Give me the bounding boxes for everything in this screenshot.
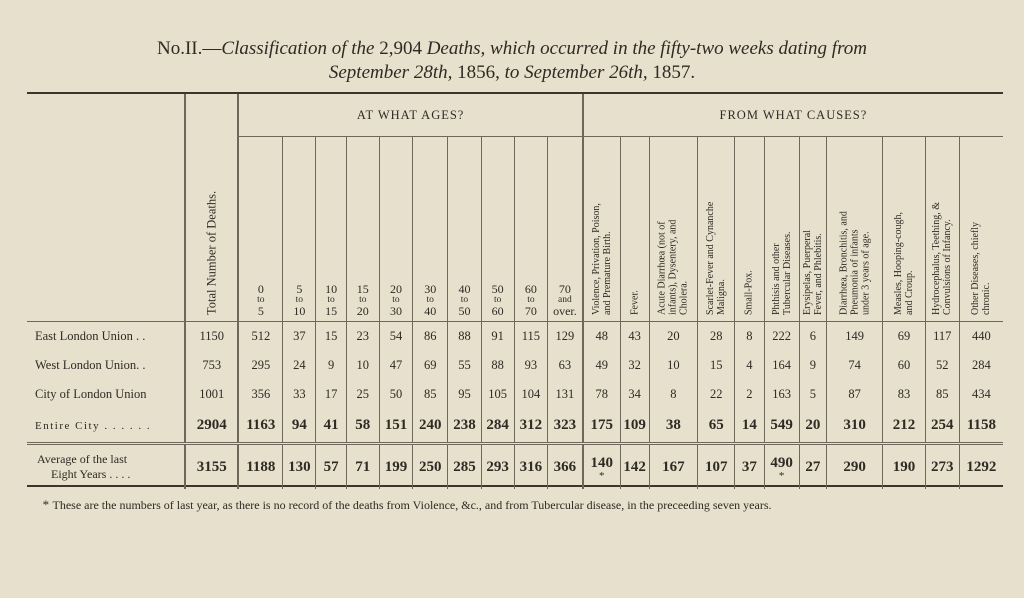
cause-cell: 549 [764, 409, 799, 444]
age-column-header [413, 137, 448, 322]
age-column-header [448, 137, 481, 322]
cause-cell: 440 [959, 322, 1003, 352]
age-header-top: 70 [558, 282, 571, 296]
cause-cell: 78 [583, 380, 620, 409]
cause-value: 290 [843, 458, 866, 475]
cause-header-label [838, 211, 871, 315]
cause-cell: 20 [649, 322, 697, 352]
age-cell: 24 [283, 351, 316, 380]
age-header-mid: to [460, 295, 469, 305]
cause-cell: 434 [959, 380, 1003, 409]
age-column-header [316, 137, 346, 322]
deaths-table [27, 92, 1003, 487]
cause-cell: 164 [764, 351, 799, 380]
cause-cell: 60 [883, 351, 925, 380]
age-cell: 86 [413, 322, 448, 352]
cause-value: 107 [704, 458, 728, 475]
total-header-label: Total Number of Deaths. [204, 190, 219, 315]
age-header-bot: 30 [390, 304, 402, 318]
age-cell: 50 [379, 380, 412, 409]
age-cell: 55 [448, 351, 481, 380]
cause-cell [620, 444, 649, 490]
footnote-star: * [778, 469, 785, 482]
age-header-mid: and [558, 295, 572, 305]
cause-header-line: Phthisis and other [770, 243, 782, 315]
cause-cell: 5 [799, 380, 826, 409]
age-cell: 85 [413, 380, 448, 409]
age-cell: 285 [448, 444, 481, 490]
age-cell: 58 [346, 409, 379, 444]
age-cell: 91 [481, 322, 514, 352]
age-header-top: 10 [325, 282, 338, 296]
cause-cell [735, 444, 764, 490]
cause-cell: 34 [620, 380, 649, 409]
cause-column-header [925, 137, 959, 322]
age-cell: 115 [514, 322, 547, 352]
cause-column-header [735, 137, 764, 322]
age-cell: 312 [514, 409, 547, 444]
cause-cell: 32 [620, 351, 649, 380]
cause-cell: 149 [826, 322, 882, 352]
title-part: September 28th, [328, 62, 453, 83]
table-row [27, 380, 1003, 409]
cause-header-line: Cholera. [678, 280, 690, 315]
age-header-mid: to [295, 295, 304, 305]
cause-header-line: Fever, and Phlebitis. [812, 233, 824, 315]
age-cell: 240 [413, 409, 448, 444]
cause-value: 273 [930, 458, 954, 475]
age-cell: 105 [481, 380, 514, 409]
cause-cell: 1158 [959, 409, 1003, 444]
cause-cell: 15 [698, 351, 735, 380]
age-header-top: 0 [257, 282, 264, 296]
cause-header-label [771, 231, 793, 315]
age-header-mid: to [527, 295, 535, 305]
cause-column-header [883, 137, 925, 322]
cause-column-header [698, 137, 735, 322]
age-cell: 316 [514, 444, 547, 490]
age-header-mid: to [493, 295, 502, 305]
age-header-top: 50 [491, 282, 504, 296]
table-title-line1 [0, 38, 1024, 60]
cause-header-label [744, 270, 755, 315]
age-cell: 366 [548, 444, 583, 490]
cause-cell: 65 [698, 409, 735, 444]
age-cell: 57 [316, 444, 346, 490]
cause-cell [959, 444, 1003, 490]
age-cell: 71 [346, 444, 379, 490]
cause-column-header [959, 137, 1003, 322]
avg-label-line1: Average of the last [37, 452, 128, 466]
total-header [185, 94, 238, 322]
age-column-header [238, 137, 282, 322]
age-column-header [481, 137, 514, 322]
cause-cell: 9 [799, 351, 826, 380]
age-cell: 356 [238, 380, 282, 409]
cause-header-label [893, 212, 915, 315]
age-cell: 131 [548, 380, 583, 409]
row-label-header [27, 94, 185, 322]
cause-column-header [649, 137, 697, 322]
cause-value: 190 [892, 458, 916, 475]
age-header-top: 60 [524, 282, 537, 296]
cause-header-line: Measles, Hooping-cough, [892, 211, 904, 315]
title-part: to [504, 62, 520, 83]
cause-header-line: Other Diseases, chiefly [970, 221, 982, 315]
row-label: East London Union . . [27, 322, 185, 352]
avg-label-line2: Eight Years . . . . [51, 467, 131, 481]
cause-column-header [583, 137, 620, 322]
cause-cell: 10 [649, 351, 697, 380]
age-cell: 323 [548, 409, 583, 444]
cause-header-line: chronic. [981, 282, 993, 315]
cause-cell: 49 [583, 351, 620, 380]
title-prefix: No.II.— [157, 38, 222, 59]
cause-value: 140 [590, 454, 613, 471]
cause-cell: 4 [735, 351, 764, 380]
cause-column-header [620, 137, 649, 322]
cause-cell: 163 [764, 380, 799, 409]
cause-cell: 28 [698, 322, 735, 352]
cause-header-label [657, 220, 690, 315]
age-column-header [283, 137, 316, 322]
age-cell: 23 [346, 322, 379, 352]
age-cell: 37 [283, 322, 316, 352]
cause-cell: 87 [826, 380, 882, 409]
cause-value: 167 [662, 458, 685, 475]
age-cell: 95 [448, 380, 481, 409]
age-header-top: 40 [458, 282, 471, 296]
table-title-line2 [0, 62, 1024, 84]
age-header-top: 30 [424, 282, 437, 296]
cause-cell [826, 444, 882, 490]
age-cell: 25 [346, 380, 379, 409]
cause-cell: 8 [735, 322, 764, 352]
age-header-bot: over. [553, 304, 577, 318]
age-cell: 293 [481, 444, 514, 490]
cause-header-label [705, 202, 727, 315]
age-header-mid: to [426, 295, 434, 305]
cause-header-line: Hydrocephalus, Teething, & [931, 202, 943, 315]
age-header-mid: to [257, 295, 265, 305]
cause-cell: 22 [698, 380, 735, 409]
age-header-top: 5 [296, 282, 303, 296]
cause-cell: 85 [925, 380, 959, 409]
age-header-top: 20 [390, 282, 402, 296]
cause-header-line: under 3 years of age. [860, 231, 872, 315]
cause-cell: 38 [649, 409, 697, 444]
age-header-bot: 10 [293, 304, 306, 318]
age-cell: 104 [514, 380, 547, 409]
age-header-mid: to [392, 295, 400, 305]
cause-cell: 175 [583, 409, 620, 444]
age-header-bot: 70 [524, 304, 537, 318]
cause-header-line: Tubercular Diseases. [781, 231, 793, 315]
age-header-bot: 20 [356, 304, 369, 318]
cause-value: 142 [623, 458, 646, 475]
cause-cell [698, 444, 735, 490]
age-cell: 1188 [238, 444, 282, 490]
age-header-bot: 5 [257, 304, 264, 318]
age-cell: 10 [346, 351, 379, 380]
cause-cell: 52 [925, 351, 959, 380]
table-row [27, 322, 1003, 352]
row-label: West London Union. . [35, 358, 146, 372]
cause-cell: 69 [883, 322, 925, 352]
age-cell: 88 [448, 322, 481, 352]
age-header-bot: 60 [491, 304, 504, 318]
causes-group-header: FROM WHAT CAUSES? [583, 94, 1003, 137]
cause-value: 27 [805, 458, 821, 475]
footnote-text: These are the numbers of last year, as there is no record of the deaths from Violence, &c., and from Tubercular disease, in the preceeding seven years. [52, 498, 772, 512]
entire-city-row [27, 409, 1003, 444]
cause-cell: 6 [799, 322, 826, 352]
title-part: Classification of the [221, 38, 375, 59]
cause-header-line: Diarrhœa, Bronchitis, and [838, 211, 850, 315]
age-cell: 33 [283, 380, 316, 409]
cause-cell: 117 [925, 322, 959, 352]
cause-header-line: infants), Dysentery, and [667, 219, 679, 315]
age-cell: 9 [316, 351, 346, 380]
age-cell: 151 [379, 409, 412, 444]
cause-header-line: Violence, Privation, Poison, [590, 203, 602, 315]
cause-cell: 83 [883, 380, 925, 409]
age-cell: 94 [283, 409, 316, 444]
age-cell: 88 [481, 351, 514, 380]
average-row [27, 444, 1003, 490]
cause-value: 37 [741, 458, 757, 475]
age-cell: 295 [238, 351, 282, 380]
cause-header-line: and Premature Birth. [601, 231, 613, 315]
age-header-mid: to [359, 295, 367, 305]
cause-header-label [591, 203, 613, 315]
total-cell: 1001 [185, 380, 238, 409]
age-header-bot: 15 [325, 304, 338, 318]
cause-value: 490 [770, 454, 793, 471]
cause-cell [799, 444, 826, 490]
cause-cell: 222 [764, 322, 799, 352]
footnote-star: * [598, 469, 605, 482]
title-part: Deaths, which occurred in the fifty-two weeks dating from [426, 38, 867, 59]
cause-header-line: Convulsions of Infancy. [942, 219, 954, 315]
age-header-bot: 50 [458, 304, 471, 318]
age-cell: 63 [548, 351, 583, 380]
cause-cell: 48 [583, 322, 620, 352]
cause-header-line: Small-Pox. [743, 270, 755, 315]
age-cell: 15 [316, 322, 346, 352]
age-cell: 238 [448, 409, 481, 444]
cause-cell: 2 [735, 380, 764, 409]
cause-header-label [802, 230, 824, 315]
cause-cell: 284 [959, 351, 1003, 380]
cause-column-header [799, 137, 826, 322]
table-body [27, 322, 1003, 490]
footnote [42, 497, 772, 513]
cause-column-header [764, 137, 799, 322]
age-column-header [379, 137, 412, 322]
title-year: 1857. [652, 62, 696, 83]
cause-cell: 8 [649, 380, 697, 409]
cause-header-line: Fever. [629, 290, 641, 315]
cause-cell [649, 444, 697, 490]
age-cell: 250 [413, 444, 448, 490]
footnote-mark: * [42, 497, 49, 512]
title-count: 2,904 [379, 38, 422, 59]
cause-header-line: Pneumonia of infants [849, 229, 861, 315]
row-label: Entire City . . . . . . [35, 419, 152, 432]
age-header-bot: 40 [424, 304, 437, 318]
cause-cell: 74 [826, 351, 882, 380]
total-cell: 2904 [185, 409, 238, 444]
total-cell: 3155 [185, 444, 238, 490]
cause-header-line: Scarlet-Fever and Cynanche [705, 201, 717, 315]
table-row [27, 351, 1003, 380]
title-year: 1856, [457, 62, 500, 83]
cause-cell: 20 [799, 409, 826, 444]
cause-value: 1292 [966, 458, 997, 475]
cause-header-line: and Croup. [903, 270, 915, 315]
header-group-row [27, 94, 1003, 137]
age-cell: 284 [481, 409, 514, 444]
row-label: City of London Union [35, 387, 147, 401]
cause-column-header [826, 137, 882, 322]
age-cell: 93 [514, 351, 547, 380]
age-cell: 199 [379, 444, 412, 490]
cause-header-line: Erysipelas, Puerperal [801, 230, 813, 315]
age-header-mid: to [327, 295, 335, 305]
total-cell: 1150 [185, 322, 238, 352]
cause-cell [583, 444, 620, 490]
age-cell: 129 [548, 322, 583, 352]
age-column-header [548, 137, 583, 322]
cause-cell [925, 444, 959, 490]
age-cell: 1163 [238, 409, 282, 444]
age-column-header [346, 137, 379, 322]
cause-cell: 43 [620, 322, 649, 352]
cause-cell: 310 [826, 409, 882, 444]
cause-header-label [970, 222, 992, 315]
title-part: September 26th, [524, 62, 648, 83]
classification-table [27, 94, 1003, 489]
cause-header-line: Acute Diarrhœa (not of [656, 221, 668, 315]
cause-header-line: Maligna. [716, 279, 728, 315]
age-column-header [514, 137, 547, 322]
cause-cell: 14 [735, 409, 764, 444]
cause-header-label [629, 290, 640, 315]
total-cell: 753 [185, 351, 238, 380]
age-cell: 47 [379, 351, 412, 380]
age-cell: 54 [379, 322, 412, 352]
cause-cell: 212 [883, 409, 925, 444]
age-cell: 512 [238, 322, 282, 352]
cause-cell: 109 [620, 409, 649, 444]
age-cell: 130 [283, 444, 316, 490]
row-label [27, 444, 185, 490]
age-cell: 17 [316, 380, 346, 409]
cause-cell [883, 444, 925, 490]
age-cell: 69 [413, 351, 448, 380]
age-header-top: 15 [356, 282, 369, 296]
cause-cell: 254 [925, 409, 959, 444]
cause-cell [764, 444, 799, 490]
ages-group-header: AT WHAT AGES? [238, 94, 582, 137]
age-cell: 41 [316, 409, 346, 444]
cause-header-label [931, 202, 953, 315]
